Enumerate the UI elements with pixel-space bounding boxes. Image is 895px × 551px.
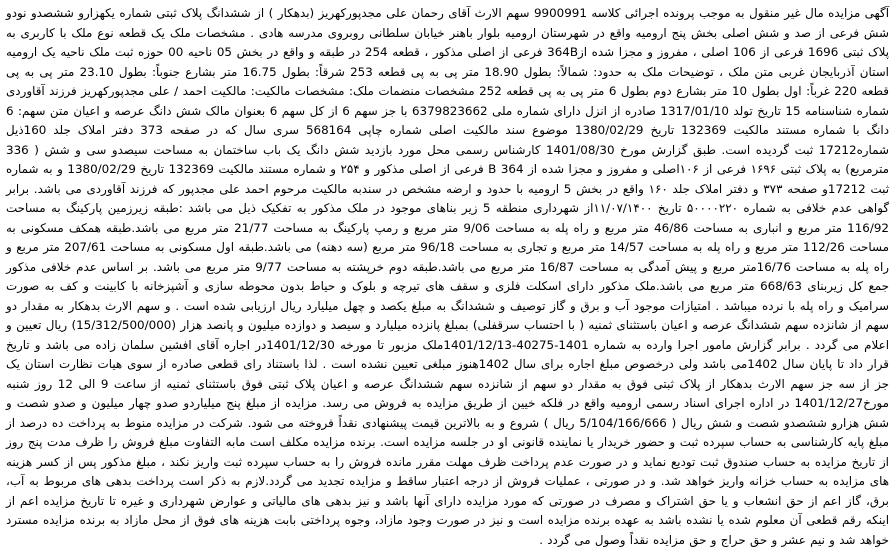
auction-notice-text: آگهی مزایده مال غیر منقول به موجب پرونده اجرائی کلاسه 9900991 سهم الارث آقای رحمان علی مجدپورکهریز (بدهکار ) از ششدانگ پلاک ثبتی شماره یکهزارو ششصدو نودو شش فرعی از صد و شش اصلی بخش پنج ارومیه واقع در شهرستان ارومیه بلوار باهنر خیابان سلطانی روبروی مدرسه هادی . مشخصات ملک یک قطعه نوع ملک با کاربری به پلاک ثبتی 1696 فرعی از 106 اصلی ، مفروز و مجزا شده از364B فرعی از اصلی مذکور ، قطعه 254 در طبقه و واقع در بخش 05 ناحیه 00 حوزه ثبت ملک ناحیه یک ارومیه استان آذربایجان غربی متن ملک ، توضیحات ملک به حدود: شمالاً: بطول 18.90 متر پی به پی قطعه 253 شرقاً: بطول 16.75 متر بشارع جنوباً: بطول 23.10 متر پی به پی قطعه 220 غرباً: اول بطول 10 متر بشارع دوم بطول 6 متر پی به پی قطعه 252 مشخصات منضمات ملک: مشخصات مالکیت: مالکیت احمد / علی مجدپورکهریز فرزند آقاوردی شماره شناسنامه 15 تاریخ تولد 1317/01/10 صادره از انزل دارای شماره ملی 6379823662 با جز سهم 6 از کل سهم 6 بعنوان مالک شش دانگ عرصه و اعیان متن سهم: 6 دانگ با شماره مستند مالکیت 132369 تاریخ 1380/02/29 موضوع سند مالکیت اصلی شماره چاپی 568164 سری سال که در صفحه 373 دفتر املاک جلد 160ذیل شماره17212 ثبت گردیده است. طبق گزارش مورخ 1401/08/30 کارشناس رسمی محل مورد بازدید شش دانگ یک باب ساختمان به مساحت سیصدو سی و شش ( 336 مترمربع) به پلاک ثبتی ۱۶۹۶ فرعی از ۱۰۶اصلی و مفروز و مجزا شده از 364 B فرعی از اصلی مذکور و ۲۵۴ و شماره مستند مالکیت 132369 تاریخ 1380/02/29 و به شماره ثبت 17212و صفحه ۳۷۳ و دفتر املاک جلد ۱۶۰ واقع در بخش 5 ارومیه با حدود و ارضه مشخص در سندبه مالکیت مرحوم احمد علی مجدپور که فرزند آقاوردی می باشد. برابر گواهی عدم خلافی به شماره ۵۰۰۰۰۲۲۰ تاریخ ۱۱/۰۷/۱۴۰۰از شهرداری منطقه 5 زیر بناهای موجود در ملک مذکور به تفکیک ذیل می باشد :طبقه زیرزمین پارکینگ به مساحت 116/92 متر مربع و انباری به مساحت 46/86 متر مربع و راه پله به مساحت 9/06 متر مربع و رمپ پارکینگ به مساحت 21/77 متر مربع می باشد.طبقه همکف مسکونی به مساحت 112/26 متر مربع و راه پله به مساحت 14/57 متر مربع و تجاری به مساحت 96/18 متر مربع (سه دهنه) می باشد.طبقه اول مسکونی به مساحت 207/61 متر مربع و راه پله به مساحت 16/76متر مربع و پیش آمدگی به مساحت 16/87 متر مربع می باشد.طبقه دوم خرپشته به مساحت 9/77 متر مربع می باشد. بر اساس عدم خلافی مذکور جمع کل زیربنای 668/63 متر مربع می باشد.ملک مذکور دارای اسکلت فلزی و سقف های تیرچه و بلوک و حیاط بدون محوطه سازی و آشپزخانه با کابینت و کف به صورت سرامیک و راه پله با نرده میباشد . امتیازات موجود آب و برق و گاز توصیف و ششدانگ به مبلغ یکصد و چهل میلیارد ریال ارزیابی شده است . و سهم الارث بدهکار به مقدار دو سهم از شانزده سهم ششدانگ عرصه و اعیان باستثنای ثمنیه ( با احتساب سرقفلی) بمبلغ پانزده میلیارد و سیصد و دوازده میلیون و پانصد هزار (15/312/500/000) ریال تعیین و اعلام می گردد . برابر گزارش مامور اجرا وارده به شماره 1401-40275-1401/12/13ملک مزبور تا مورخه 1401/12/30در اجاره آقای افشین سلمان زاده می باشد و تاریخ قرار داد تا پایان سال 1402می باشد ولی درخصوص مبلغ اجاره برای سال 1402هنوز مبلغی تعیین نشده است . لذا باستناد رای قطعی صادره از سوی هیات نظارت استان یک جز از سه جز سهم الارث بدهکار از پلاک ثبتی فوق به مقدار دو سهم از شانزده سهم ششدانگ عرصه و اعیان پلاک ثبتی فوق باستثنای ثمنیه از ساعت 9 الی 12 روز شنبه مورخ1401/12/27 در اداره اجرای اسناد رسمی ارومیه واقع در فلکه خیین از طریق مزایده به فروش می رسد. مزایده از مبلغ پنج میلیاردو صدو چهار میلیون و صدو شصت و شش هزارو ششصدو شصت و شش ریال ( 5/104/166/666 ریال ) شروع و به بالاترین قیمت پیشنهادی نقداً فروخته می شود. شرکت در مزایده منوط به پرداخت ده درصد از مبلغ پایه کارشناسی به حساب سپرده ثبت و حضور خریدار یا نماینده قانونی او در جلسه مزایده است. برنده مزایده مکلف است مابه التفاوت مبلغ فروش را ظرف مدت پنج روز از تاریخ مزایده به حساب صندوق ثبت تودیع نماید و در صورت عدم پرداخت ظرف مهلت مقرر مانده فروش را به حساب سپرده ثبت واریز نکند ، مبلغ مذکور پس از کسر هزینه های مزایده به حساب خزانه واریز خواهد شد. و در صورتی ، عملیات فروش از درجه اعتبار ساقط و مزایده تجدید می گردد.لازم به ذکر است پرداخت بدهی های مربوط به آب، برق، گاز اعم از حق انشعاب و یا حق اشتراک و مصرف در صورتی که مورد مزایده دارای آنها باشد و نیز بدهی های مالیاتی و عوارض شهرداری و غیره تا تاریخ مزایده اعم از اینکه رقم قطعی آن معلوم شده یا نشده باشد به عهده برنده مزایده است و نیز در صورت وجود مازاد، وجوه پرداختی بابت هزینه های فوق از محل مازاد به برنده مزایده مسترد خواهد شد و نیم عشر و حق حراج و حق مزایده نقداً وصول می گردد . [6, 6, 890, 547]
